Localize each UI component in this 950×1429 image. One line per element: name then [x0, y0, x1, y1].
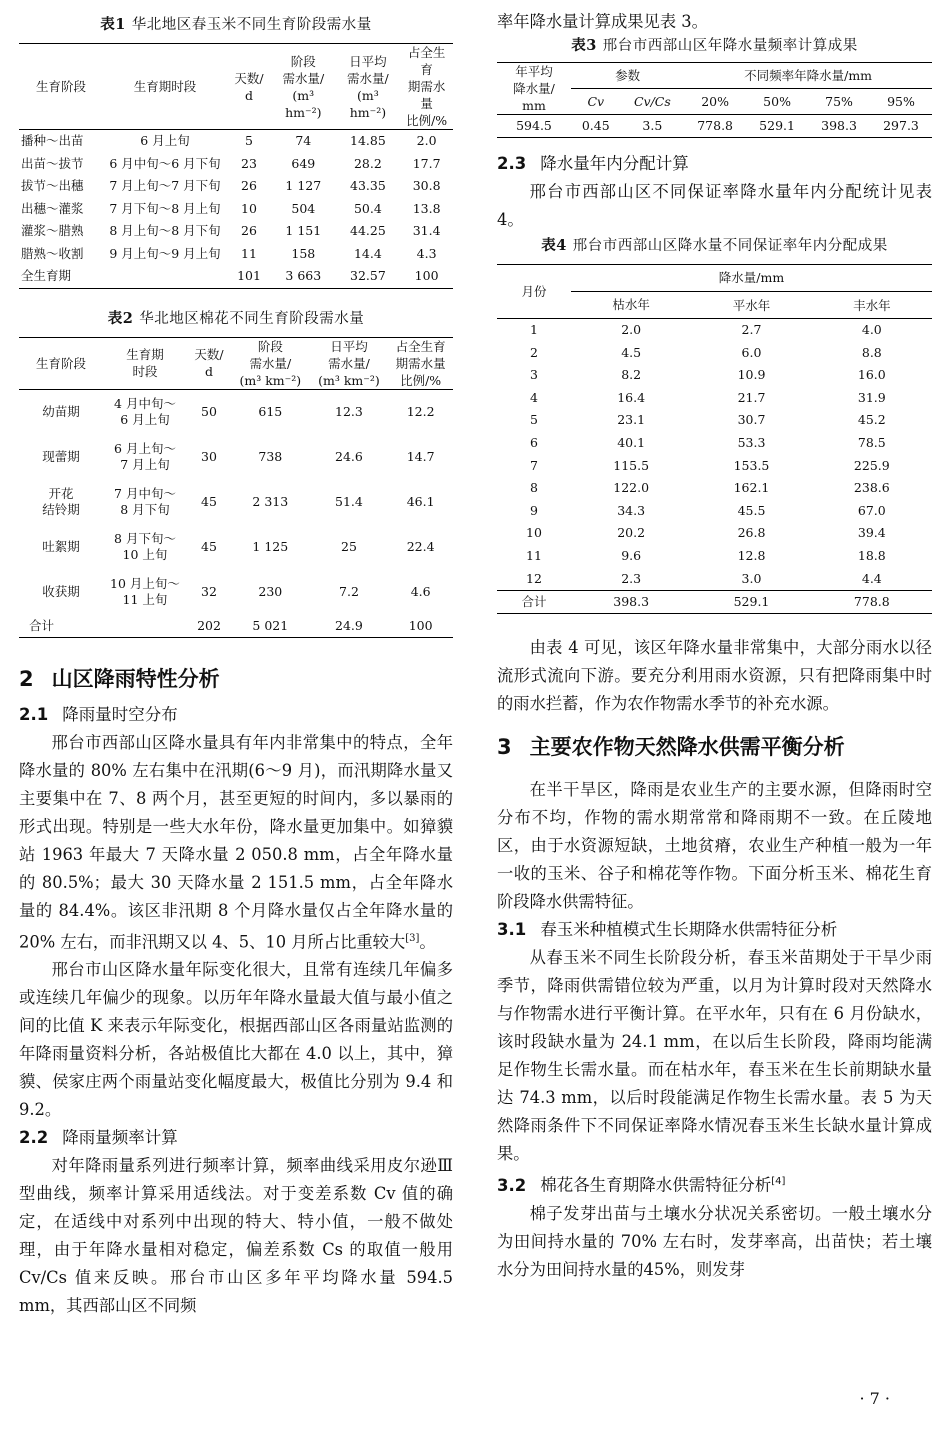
table-cell: 26.8 — [737, 525, 766, 541]
table-cell: 8 月上旬～8 月下旬 — [109, 223, 221, 238]
table-cell: 4.5 — [621, 344, 642, 360]
t3-h-freq: 不同频率年降水量/mm — [684, 63, 932, 89]
table-cell: 202 — [197, 617, 221, 633]
table-cell: 28.2 — [353, 155, 382, 171]
table-cell: 8 — [530, 480, 538, 496]
table-row — [497, 477, 932, 500]
table-cell: 778.8 — [853, 594, 890, 610]
table-cell: 播种～出苗 — [21, 133, 84, 148]
table-cell: 12.2 — [406, 404, 435, 419]
table3-label: 表3 — [571, 37, 597, 54]
table-cell: 24.6 — [335, 449, 363, 464]
table-row: 594.5 0.45 3.5 778.8 529.1 398.3 297.3 — [497, 115, 932, 138]
table-cell: 30.7 — [737, 412, 766, 428]
table-cell: 4.3 — [416, 245, 437, 261]
t2-h-daily: 日平均 需水量/ (m³ km⁻²) — [318, 338, 380, 388]
t1-h-days: 天数/ d — [234, 70, 264, 103]
t2-h-days: 天数/ d — [194, 347, 224, 379]
table1 — [19, 43, 453, 289]
table4-caption — [497, 236, 932, 256]
table-cell: 101 — [237, 268, 261, 283]
section-2-3-heading: 2.3 降水量年内分配计算 — [497, 154, 689, 173]
table-cell: 4.4 — [861, 570, 882, 586]
table-row — [497, 545, 932, 568]
table-cell: 100 — [414, 268, 439, 283]
table-cell: 灌浆～腊熟 — [21, 223, 84, 238]
table-cell: 31.4 — [412, 223, 441, 238]
table-cell: 全生育期 — [21, 268, 72, 283]
section-2-2-paragraph: 对年降雨量系列进行频率计算，频率曲线采用皮尔逊Ⅲ型曲线，频率计算采用适线法。对于变差系数 Cv 值的确定，在适线中对系列中出现的特大、特小值，一般不做处理，由于年降水量相对稳定，偏差系数 Cs 的取值一般用 Cv/Cs 值来反映。邢台市山区多年平均降水量 594.5 mm，其西部山区不同频 — [19, 1155, 453, 1315]
table-cell: 2.3 — [621, 570, 642, 586]
table-cell: 67.0 — [857, 502, 886, 518]
table-cell: 45 — [201, 494, 217, 509]
table-row — [19, 265, 453, 288]
table-row — [497, 568, 932, 591]
table-cell: 14.7 — [406, 449, 435, 464]
table-cell: 45 — [201, 539, 217, 554]
table-cell: 649 — [291, 155, 316, 171]
table-cell: 30.8 — [412, 178, 441, 193]
table-row — [497, 387, 932, 410]
section-2-heading: 2 山区降雨特性分析 — [19, 666, 220, 691]
table-cell: 6 月上旬 — [140, 133, 190, 148]
table-cell: 615 — [258, 404, 283, 419]
table-row — [497, 432, 932, 455]
table-row — [19, 198, 453, 221]
table-cell: 12.3 — [335, 404, 363, 419]
table-cell: 153.5 — [733, 457, 770, 473]
table-cell: 26 — [241, 178, 257, 193]
t3-h-avg: 年平均 降水量/ mm — [497, 63, 571, 115]
table-cell: 5 021 — [252, 617, 289, 633]
table-cell: 12 — [526, 570, 542, 586]
table-cell: 32 — [201, 584, 217, 599]
table-cell: 1 127 — [285, 178, 322, 193]
table-row — [19, 570, 453, 615]
right-column — [497, 0, 932, 1284]
table-cell: 24.9 — [335, 617, 363, 633]
t4-h-dry: 枯水年 — [612, 297, 650, 312]
table-cell: 45.5 — [737, 502, 766, 518]
section-2-2-continuation: 率年降水量计算成果见表 3。 — [497, 12, 708, 31]
table-row — [497, 522, 932, 545]
table-cell: 1 125 — [252, 539, 289, 554]
table-cell: 50.4 — [353, 200, 382, 216]
table2-label: 表2 — [107, 309, 134, 327]
table-cell: 腊熟～收割 — [21, 245, 84, 261]
table-row — [19, 480, 453, 525]
table-row — [19, 435, 453, 480]
table-cell: 10 — [526, 525, 542, 541]
table-cell: 合计 — [521, 594, 547, 610]
t1-h-stage: 生育阶段 — [35, 79, 86, 94]
table-cell: 6 — [530, 434, 538, 450]
section-2-1-paragraph-2: 邢台市山区降水量年际变化很大，且常有连续几年偏多或连续几年偏少的现象。以历年年降水量最大值与最小值之间的比值 K 来表示年际变化，根据西部山区各雨量站监测的年降雨量资料分析，各站极值比大都在 4.0 以上，其中，獐貘、侯家庄两个雨量站变化幅度最大，极值比分别为 9.4 和 9.2。 — [19, 959, 453, 1119]
table-cell: 2 — [530, 344, 538, 360]
table-cell: 158 — [291, 245, 316, 261]
table-cell: 12.8 — [737, 547, 766, 563]
table-cell: 6.0 — [741, 344, 762, 360]
t2-h-ratio: 占全生育 期需水量 比例/% — [395, 338, 446, 388]
table1-body — [19, 130, 453, 289]
table-cell: 5 — [245, 133, 253, 148]
table-cell: 2.7 — [741, 322, 762, 337]
table-row — [497, 364, 932, 387]
table-cell: 7.2 — [339, 584, 359, 599]
table-cell: 50 — [201, 404, 217, 419]
table-cell: 8 月下旬～ 10 上旬 — [114, 531, 176, 562]
table-cell: 45.2 — [857, 412, 886, 428]
table-row — [497, 409, 932, 432]
table-cell: 74 — [295, 133, 312, 148]
t1-h-period: 生育期时段 — [133, 79, 197, 94]
table-cell: 8.2 — [621, 367, 642, 383]
table-cell: 2.0 — [621, 322, 642, 337]
table-cell — [103, 265, 227, 288]
table-cell: 开花 结铃期 — [42, 486, 80, 517]
table-cell: 4 — [530, 389, 538, 405]
table-cell: 出穗～灌浆 — [21, 200, 84, 216]
t1-h-daily: 日平均 需水量/ (m³ hm⁻²) — [347, 53, 389, 120]
section-3-2-paragraph: 棉子发芽出苗与土壤水分状况关系密切。一般土壤水分为田间持水量的 70% 左右时，发芽率高，出苗快；若土壤水分为田间持水量的45%，则发芽 — [497, 1203, 932, 1279]
table1-label: 表1 — [100, 16, 126, 33]
table-cell: 46.1 — [406, 494, 435, 509]
table-cell: 5 — [530, 412, 538, 428]
table-cell: 504 — [291, 200, 316, 216]
table-cell: 11 — [241, 245, 257, 261]
table-cell: 16.4 — [617, 389, 646, 405]
table-cell: 238.6 — [853, 480, 890, 496]
table-cell: 20.2 — [617, 525, 646, 541]
t3-h-cv: Cv — [587, 94, 605, 109]
table-cell: 44.25 — [350, 223, 386, 238]
table-cell: 225.9 — [853, 457, 890, 473]
table-cell: 16.0 — [857, 367, 886, 383]
t4-h-rain: 降水量/mm — [571, 265, 932, 292]
table-row — [19, 130, 453, 153]
table-cell: 吐絮期 — [42, 539, 80, 554]
table-cell: 30 — [201, 449, 217, 464]
table-cell: 122.0 — [613, 480, 650, 496]
table-row — [497, 455, 932, 478]
table-cell: 10 月上旬～ 11 上旬 — [110, 576, 180, 607]
t4-h-month: 月份 — [497, 265, 571, 319]
table-cell: 23 — [241, 155, 257, 171]
table-row — [19, 175, 453, 198]
table-cell: 幼苗期 — [42, 404, 80, 419]
table-cell: 3 663 — [285, 268, 322, 283]
table4 — [497, 264, 932, 614]
section-2-3-paragraph: 邢台市西部山区不同保证率降水量年内分配统计见表 4。 — [497, 182, 932, 229]
table-row — [19, 615, 453, 638]
table-cell: 53.3 — [737, 434, 766, 450]
table-cell: 78.5 — [857, 434, 886, 450]
table-cell: 162.1 — [733, 480, 770, 496]
table-row — [497, 591, 932, 614]
table4-title: 邢台市西部山区降水量不同保证率年内分配成果 — [572, 238, 888, 254]
t3-h-50: 50% — [763, 94, 791, 109]
table-cell: 7 月中旬～ 8 月下旬 — [114, 486, 176, 517]
table-cell: 现蕾期 — [42, 449, 80, 464]
table-cell: 1 151 — [285, 223, 322, 238]
section-3-paragraph: 在半干旱区，降雨是农业生产的主要水源，但降雨时空分布不均，作物的需水期常常和降雨期不一致。在丘陵地区，由于水资源短缺，土地贫瘠，农业生产种植一般为一年一收的玉米、谷子和棉花等作物。下面分析玉米、棉花生育阶段降水供需特征。 — [497, 780, 932, 912]
table-cell: 115.5 — [613, 457, 650, 473]
table-cell: 8.8 — [861, 344, 882, 360]
t2-h-stage-water: 阶段 需水量/ (m³ km⁻²) — [239, 338, 302, 388]
table-cell: 10 — [241, 200, 257, 216]
table-cell: 23.1 — [617, 412, 646, 428]
table-cell: 14.4 — [353, 245, 382, 261]
table-cell: 43.35 — [350, 178, 386, 193]
table3-title: 邢台市西部山区年降水量频率计算成果 — [602, 38, 858, 54]
table2-caption — [19, 309, 453, 329]
table-row — [19, 243, 453, 266]
table-row — [19, 153, 453, 176]
t3-h-75: 75% — [825, 94, 853, 109]
table-cell: 529.1 — [733, 594, 770, 610]
t3-h-params: 参数 — [571, 63, 684, 89]
table-cell: 26 — [241, 223, 257, 238]
table-cell: 40.1 — [617, 434, 646, 450]
table-cell: 22.4 — [406, 539, 435, 554]
table-cell: 9 — [530, 502, 538, 518]
table-row — [19, 525, 453, 570]
table2-body — [19, 389, 453, 637]
page-number: · 7 · — [859, 1389, 890, 1408]
table-cell: 34.3 — [617, 502, 646, 518]
table-row — [497, 319, 932, 342]
table-cell: 32.57 — [350, 268, 386, 283]
table-cell: 4 月中旬～ 6 月上旬 — [114, 396, 176, 427]
section-3-heading: 3 主要农作物天然降水供需平衡分析 — [497, 735, 845, 760]
table-cell: 3 — [530, 367, 538, 383]
table-cell: 17.7 — [412, 155, 441, 171]
t3-h-95: 95% — [887, 94, 915, 109]
t2-h-period: 生育期 时段 — [126, 347, 164, 379]
section-2-1-heading: 2.1 降雨量时空分布 — [19, 704, 178, 724]
table2 — [19, 337, 453, 638]
table-cell: 3.0 — [741, 570, 762, 586]
table-cell: 拔节～出穗 — [21, 178, 84, 193]
table-cell: 9.6 — [621, 547, 642, 563]
t2-h-stage: 生育阶段 — [35, 355, 86, 371]
table-cell: 4.6 — [410, 584, 431, 599]
table-cell: 收获期 — [42, 584, 80, 599]
table-row — [19, 220, 453, 243]
table-cell: 出苗～拔节 — [21, 155, 84, 171]
table1-title: 华北地区春玉米不同生育阶段需水量 — [131, 17, 372, 33]
table4-label: 表4 — [541, 237, 567, 254]
table-cell: 738 — [258, 449, 283, 464]
table-cell: 14.85 — [350, 133, 386, 148]
table-row — [497, 342, 932, 365]
table-cell: 51.4 — [335, 494, 363, 509]
table2-title: 华北地区棉花不同生育阶段需水量 — [139, 310, 365, 327]
table-cell: 1 — [530, 322, 538, 337]
table-cell: 11 — [526, 547, 542, 563]
table-cell: 2 313 — [252, 494, 289, 509]
table-cell: 18.8 — [857, 547, 886, 563]
table-cell: 合计 — [29, 617, 55, 633]
table4-discussion: 由表 4 可见，该区年降水量非常集中，大部分雨水以径流形式流向下游。要充分利用雨水资源，只有把降雨集中时的雨水拦蓄，作为农作物需水季节的补充水源。 — [497, 638, 932, 714]
table-row — [497, 500, 932, 523]
table-cell: 10.9 — [737, 367, 766, 383]
t3-h-20: 20% — [701, 94, 730, 109]
left-column — [19, 0, 453, 1320]
section-3-1-heading: 3.1 春玉米种植模式生长期降水供需特征分析 — [497, 920, 838, 940]
table-cell: 4.0 — [861, 322, 882, 337]
t4-h-wet: 丰水年 — [853, 297, 891, 313]
section-3-2-heading: 3.2 棉花各生育期降水供需特征分析[4] — [497, 1175, 786, 1195]
table-cell: 230 — [258, 584, 283, 599]
section-2-1-paragraph-1: 邢台市西部山区降水量具有年内非常集中的特点，全年降水量的 80% 左右集中在汛期(6～9 月)，而汛期降水量又主要集中在 7、8 两个月，甚至更短的时间内，多以暴雨的形式出现。特别是一些大水年份，降水量更加集中。如獐貘站 1963 年最大 7 天降水量 2 050.8 mm，占全年降水量的 80.5%；最大 30 天降水量 2 151.5 mm，占全年降水量的 84.4%。该区非汛期 8 个月降水量仅占全年降水量的 20% 左右，而非汛期又以 4、5、10 月所占比重较大[3]。 — [19, 732, 453, 951]
table-cell: 13.8 — [412, 200, 441, 216]
table-cell — [103, 615, 187, 638]
table1-caption — [19, 15, 453, 35]
table3-caption — [497, 36, 932, 56]
table-cell: 21.7 — [737, 389, 766, 405]
t1-h-stage-water: 阶段 需水量/ (m³ hm⁻²) — [282, 53, 325, 120]
table3 — [497, 62, 932, 138]
section-2-2-heading: 2.2 降雨量频率计算 — [19, 1127, 178, 1147]
table-cell: 7 月上旬～7 月下旬 — [109, 178, 221, 193]
table-cell: 6 月上旬～ 7 月上旬 — [114, 441, 176, 472]
table-cell: 398.3 — [613, 594, 650, 610]
table-row — [19, 389, 453, 435]
t4-h-normal: 平水年 — [732, 297, 771, 313]
table-cell: 7 — [530, 457, 538, 473]
t1-h-ratio: 占全生育 期需水量 比例/% — [406, 45, 448, 128]
table-cell: 9 月上旬～9 月上旬 — [109, 245, 221, 261]
table-cell: 7 月下旬～8 月上旬 — [109, 200, 221, 216]
table-cell: 39.4 — [857, 525, 886, 541]
table4-body — [497, 319, 932, 614]
section-3-1-paragraph: 从春玉米不同生长阶段分析，春玉米苗期处于干旱少雨季节，降雨供需错位较为严重，以月为计算时段对天然降水与作物需水进行平衡计算。在平水年，只有在 6 月份缺水，该时段缺水量为 24.1 mm，在以后生长阶段，降雨均能满足作物生长需水量。而在枯水年，春玉米在生长前期缺水量达 74.3 mm，以后时段能满足作物生长需水量。表 5 为天然降雨条件下不同保证率降水情况春玉米生长缺水量计算成果。 — [497, 948, 932, 1164]
table-cell: 2.0 — [416, 133, 437, 148]
table-cell: 31.9 — [857, 389, 886, 405]
table-cell: 25 — [341, 539, 357, 554]
table-cell: 100 — [408, 617, 433, 633]
table-cell: 6 月中旬～6 月下旬 — [109, 155, 221, 171]
t3-h-cvcs: Cv/Cs — [633, 94, 671, 109]
